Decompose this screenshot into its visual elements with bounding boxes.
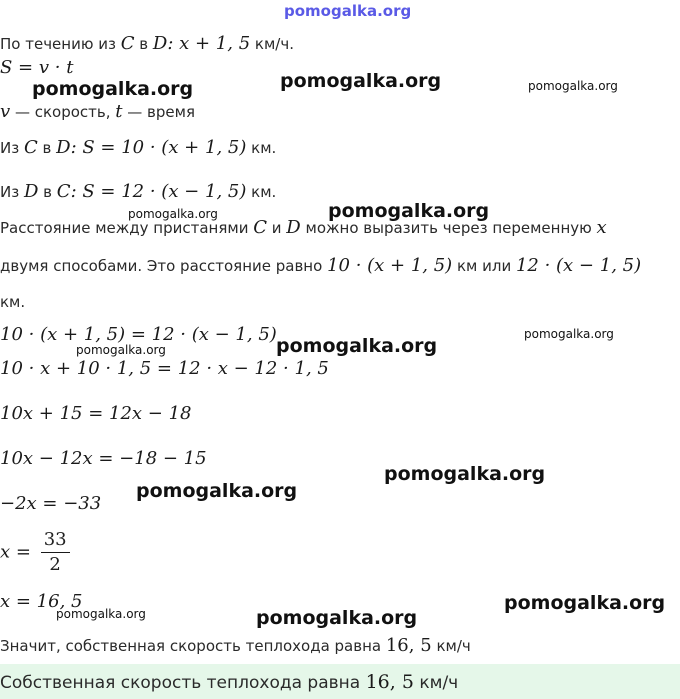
watermark: pomogalka.org [504,592,666,614]
line-distance-formula: S = v · t [0,57,74,78]
watermark: pomogalka.org [136,480,298,502]
line-downstream-speed: По течению из C в D: x + 1, 5 км/ч. [0,33,294,54]
watermark: pomogalka.org [276,335,438,357]
line-d-to-c: Из D в C: S = 12 · (x − 1, 5) км. [0,181,277,202]
equation-6-fraction: x = $\frac{33}{2}$ [0,528,70,577]
watermark: pomogalka.org [280,70,442,92]
fraction-denominator: 2 [49,554,61,575]
watermark: pomogalka.org [524,327,614,341]
line-conclusion: Значит, собственная скорость теплохода равна 16, 5 км/ч [0,635,471,656]
equation-7: x = 16, 5 [0,591,83,612]
watermark: pomogalka.org [32,78,194,100]
line-distance-statement: Расстояние между пристанями C и D можно выразить через переменную x [0,217,607,238]
equation-3: 10x + 15 = 12x − 18 [0,403,192,424]
equation-2: 10 · x + 10 · 1, 5 = 12 · x − 12 · 1, 5 [0,358,329,379]
equation-1: 10 · (x + 1, 5) = 12 · (x − 1, 5) [0,324,277,345]
fraction-numerator: 33 [41,528,70,553]
watermark: pomogalka.org [128,207,218,221]
line-variables: v — скорость, t — время [0,101,195,122]
watermark: pomogalka.org [328,200,490,222]
line-km: км. [0,293,26,311]
fraction [41,528,70,577]
watermark-top: pomogalka.org [284,2,412,20]
answer-line: Собственная скорость теплохода равна 16, 5 км/ч [0,671,459,693]
answer-box [0,664,680,699]
watermark: pomogalka.org [384,463,546,485]
equation-5: −2x = −33 [0,493,102,514]
watermark: pomogalka.org [76,343,166,357]
equation-4: 10x − 12x = −18 − 15 [0,448,207,469]
watermark: pomogalka.org [256,607,418,629]
line-c-to-d: Из C в D: S = 10 · (x + 1, 5) км. [0,137,277,158]
watermark: pomogalka.org [56,607,146,621]
watermark: pomogalka.org [528,79,618,93]
line-two-ways: двумя способами. Это расстояние равно 10 · (x + 1, 5) км или 12 · (x − 1, 5) [0,255,642,276]
